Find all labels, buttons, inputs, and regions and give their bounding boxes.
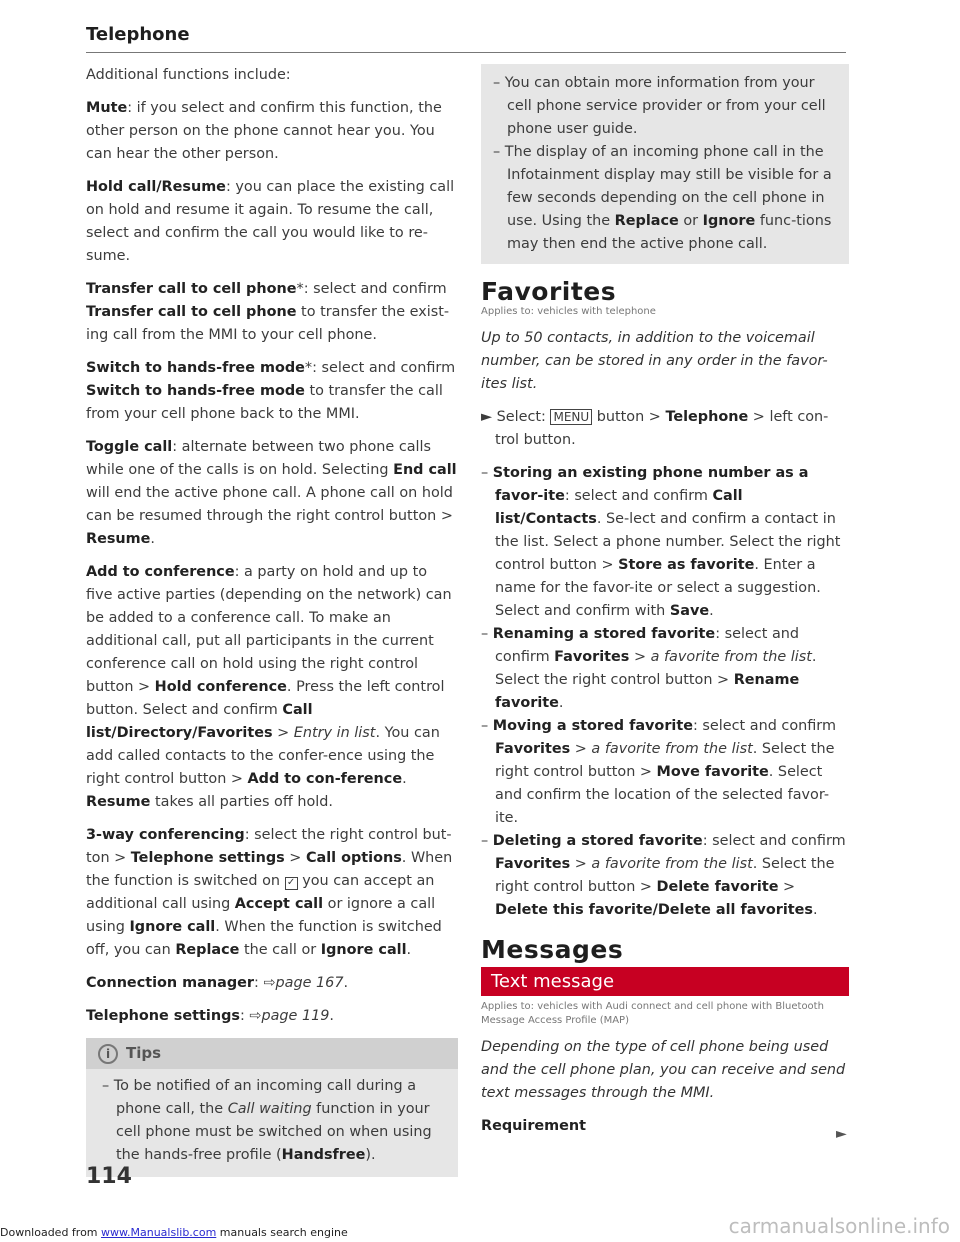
tips-item: – To be notified of an incoming call during a phone call, the Call waiting function in your cell phone must be switched on when using the hands-free profile (Handsfree). (102, 1078, 432, 1163)
page-ref-link[interactable]: page 119 (261, 1008, 330, 1024)
store-favorite-item: – Storing an existing phone number as a favor-ite: select and confirm Call list/Contacts. Se-lect and confirm a contact in the list. Select a phone number. Select the right control button > Store as favorite. Enter a name for the favor-ite or select a suggestion. Select and confirm with Save. (481, 465, 841, 619)
tips-box (86, 1038, 458, 1177)
messages-heading: Messages (481, 935, 624, 964)
header-rule (86, 52, 846, 53)
transfer-para: Transfer call to cell phone*: select and confirm Transfer call to cell phone to transfer the exist-ing call from the MMI to your cell phone. (86, 281, 450, 343)
page-ref-link[interactable]: page 167 (275, 975, 344, 991)
info-icon: i (98, 1044, 118, 1064)
arrow-ref-icon: ⇨ (249, 1008, 262, 1024)
intro-text: Additional functions include: (86, 67, 291, 83)
requirement-heading: Requirement (481, 1118, 587, 1134)
messages-applies: Applies to: vehicles with Audi connect and cell phone with Bluetooth Message Access Profile (MAP) (481, 1001, 824, 1026)
messages-intro: Depending on the type of cell phone being used and the cell phone plan, you can receive and send text messages through the MMI. (481, 1039, 846, 1101)
continue-arrow-icon: ► (836, 1126, 847, 1142)
tips-item: – The display of an incoming phone call in the Infotainment display may still be visible for a few seconds depending on the cell phone in use. Using the Replace or Ignore func-tions may then end the active phone call. (493, 144, 832, 252)
page-header: Telephone (86, 24, 190, 45)
switch-para: Switch to hands-free mode*: select and confirm Switch to hands-free mode to transfer the call from your cell phone back to the MMI. (86, 360, 456, 422)
connection-para: Connection manager: ⇨page 167. (86, 975, 349, 991)
mute-para: Mute: if you select and confirm this function, the other person on the phone cannot hear you. You can hear the other person. (86, 100, 442, 162)
arrow-ref-icon: ⇨ (263, 975, 276, 991)
select-step: ► Select: MENU button > Telephone > left con-trol button. (481, 409, 829, 448)
favorites-intro: Up to 50 contacts, in addition to the voicemail number, can be stored in any order in the favor-ites list. (481, 330, 828, 392)
move-favorite-item: – Moving a stored favorite: select and confirm Favorites > a favorite from the list. Select the right control button > Move favorite. Select and confirm the location of the selected favor-ite. (481, 718, 836, 826)
watermark: carmanualsonline.info (728, 1214, 950, 1238)
tips-item: – You can obtain more information from your cell phone service provider or from your cell phone user guide. (493, 75, 826, 137)
rename-favorite-item: – Renaming a stored favorite: select and confirm Favorites > a favorite from the list. Select the right control button > Rename favorite. (481, 626, 817, 711)
tips-header: i Tips (86, 1038, 458, 1069)
favorites-applies: Applies to: vehicles with telephone (481, 306, 656, 317)
footer: Downloaded from www.Manualslib.com manuals search engine (0, 1226, 348, 1239)
settings-para: Telephone settings: ⇨page 119. (86, 1008, 334, 1024)
threeway-para: 3-way conferencing: select the right control but-ton > Telephone settings > Call options. When the function is switched on ✓ you can accept an additional call using Accept call or ignore a call using Ignore call. When the function is switched off, you can Replace the call or Ignore call. (86, 827, 453, 958)
left-column (86, 64, 458, 1177)
tips-continued-box (481, 64, 849, 264)
conference-para: Add to conference: a party on hold and up to five active parties (depending on the network) can be added to a conference call. To make an additional call, put all participants in the current conference call on hold using the right control button > Hold conference. Press the left control button. Select and confirm Call list/Directory/Favorites > Entry in list. You can add called contacts to the confer-ence using the right control button > Add to con-ference. Resume takes all parties off hold. (86, 564, 452, 810)
toggle-para: Toggle call: alternate between two phone calls while one of the calls is on hold. Selecting End call will end the active phone call. A phone call on hold can be resumed through the right control button > Resume. (86, 439, 457, 547)
delete-favorite-item: – Deleting a stored favorite: select and confirm Favorites > a favorite from the list. Select the right control button > Delete favorite > Delete this favorite/Delete all favorites. (481, 833, 846, 918)
page-number: 114 (86, 1164, 132, 1189)
text-message-bar: Text message (481, 967, 849, 996)
menu-key: MENU (550, 409, 592, 425)
favorites-heading: Favorites (481, 277, 617, 306)
step-arrow-icon: ► (481, 409, 493, 425)
hold-para: Hold call/Resume: you can place the existing call on hold and resume it again. To resume the call, select and confirm the call you would like to re-sume. (86, 179, 455, 264)
manualslib-link[interactable]: www.Manualslib.com (101, 1226, 217, 1239)
checkbox-checked-icon: ✓ (285, 877, 298, 890)
right-column (481, 64, 849, 1138)
